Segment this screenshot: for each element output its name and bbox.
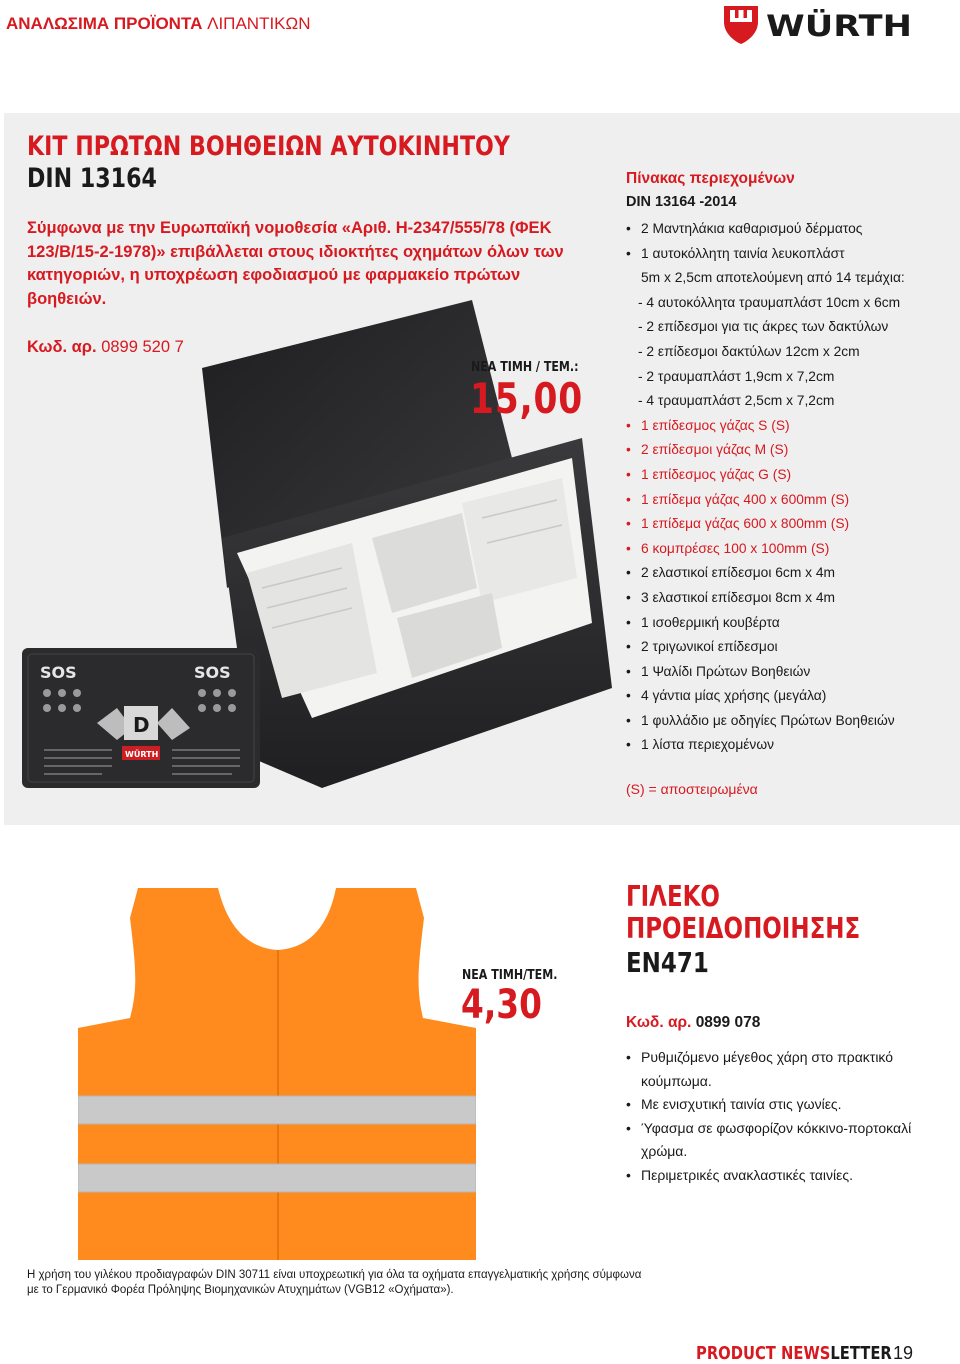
page-category-secondary: ΛΙΠΑΝΤΙΚΩΝ (207, 14, 311, 33)
vest-title-line-1: ΓΙΛΕΚΟ (626, 880, 720, 913)
vest-feature-item: • Με ενισχυτική ταινία στις γωνίες. (626, 1093, 926, 1117)
contents-list-item: • 4 γάντια μίας χρήσης (μεγάλα) (626, 685, 956, 710)
vest-feature-item: κούμπωμα. (641, 1072, 712, 1089)
contents-list-item: • 2 επίδεσμοι γάζας M (S) (626, 439, 956, 464)
kit-code-label: Κωδ. αρ. (27, 338, 97, 356)
newsletter-label-dark: LETTER (830, 1343, 892, 1364)
vest-reflective-strip-upper (78, 1096, 476, 1124)
contents-list-item: - 2 επίδεσμοι για τις άκρες των δακτύλων (638, 319, 889, 335)
contents-standard: DIN 13164 -2014 (626, 194, 737, 210)
contents-list-item: • 2 ελαστικοί επίδεσμοι 6cm x 4m (626, 562, 956, 587)
newsletter-label (696, 1343, 892, 1364)
wurth-logo-text: WÜRTH (766, 9, 912, 43)
vest-price-label: ΝΕΑ ΤΙΜΗ/ΤΕΜ. (462, 968, 558, 983)
vest-product-code (626, 1014, 760, 1032)
kit-title: ΚΙΤ ΠΡΩΤΩΝ ΒΟΗΘΕΙΩΝ ΑΥΤΟΚΙΝΗΤΟΥ (27, 131, 510, 162)
contents-list-item: • 1 επίδεσμος γάζας G (S) (626, 464, 956, 489)
vest-title-line-3: EN471 (626, 946, 709, 979)
vest-price: 4,30 (461, 982, 542, 1028)
vest-feature-item: • Περιμετρικές ανακλαστικές ταινίες. (626, 1164, 926, 1188)
contents-list-item: 5m x 2,5cm αποτελούμενη από 14 τεμάχια: (641, 270, 905, 286)
contents-list-item: - 4 αυτοκόλλητα τραυμαπλάστ 10cm x 6cm (638, 294, 901, 310)
contents-title: Πίνακας περιεχομένων (626, 170, 795, 187)
footnote: Η χρήση του γιλέκου προδιαγραφών DIN 30711 είναι υποχρεωτική για όλα τα οχήματα επαγγελματικής χρήσης σύμφωνα με το Γερμανικό Φορέα Πρόληψης Βιομηχανικών Ατυχημάτων (VGB12 «Οχήματα»). (27, 1269, 642, 1296)
kit-sos-right: SOS (194, 663, 231, 682)
kit-code-value: 0899 520 7 (101, 338, 184, 356)
page-category (6, 14, 311, 34)
kit-standard: DIN 13164 (27, 163, 157, 194)
newsletter-label-red: PRODUCT NEWS (696, 1343, 831, 1364)
kit-price-label: ΝΕΑ ΤΙΜΗ / ΤΕΜ.: (471, 360, 579, 375)
contents-list-item: • 2 τριγωνικοί επίδεσμοι (626, 636, 956, 661)
kit-legal-text: Σύμφωνα με την Ευρωπαϊκή νομοθεσία «Αριθ. Η-2347/555/78 (ΦΕΚ 123/Β/15-2-1978)» επιβάλλεται στους ιδιοκτήτες οχημάτων όλων των κατηγοριών, η υποχρέωση εφοδιασμού με φαρμακείο πρώτων βοηθειών. (27, 219, 564, 308)
sterile-note: (S) = αποστειρωμένα (626, 781, 758, 797)
contents-list-item: • 2 Μαντηλάκια καθαρισμού δέρματος (626, 218, 956, 243)
wurth-logo (722, 4, 922, 46)
vest-code-label: Κωδ. αρ. (626, 1014, 692, 1031)
vest-code-value: 0899 078 (695, 1014, 761, 1031)
vest-title-line-2: ΠΡΟΕΙΔΟΠΟΙΗΣΗΣ (626, 912, 861, 945)
page-category-primary: ΑΝΑΛΩΣΙΜΑ ΠΡΟΪΟΝΤΑ (6, 14, 203, 33)
kit-lid-letter: D (133, 713, 150, 737)
vest-feature-item: • Ρυθμιζόμενο μέγεθος χάρη στο πρακτικό (626, 1046, 926, 1070)
kit-lid-logo: WÜRTH (125, 750, 159, 759)
vest-reflective-strip-lower (78, 1164, 476, 1192)
vest-feature-item: • Ύφασμα σε φωσφορίζον κόκκινο-πορτοκαλί (626, 1117, 926, 1141)
contents-list-item: - 2 επίδεσμοι δακτύλων 12cm x 2cm (638, 343, 860, 359)
contents-list-item: - 4 τραυμαπλάστ 2,5cm x 7,2cm (638, 393, 835, 409)
contents-list-item: • 1 επίδεσμος γάζας S (S) (626, 415, 956, 440)
kit-price: 15,00 (470, 374, 584, 423)
contents-list-item: • 1 λίστα περιεχομένων (626, 734, 956, 759)
contents-list-item: • 1 ισοθερμική κουβέρτα (626, 612, 956, 637)
contents-list-item: • 1 αυτοκόλλητη ταινία λευκοπλάστ (626, 243, 956, 268)
contents-list-item: • 1 επίδεμα γάζας 600 x 800mm (S) (626, 513, 956, 538)
vest-feature-item: χρώμα. (641, 1143, 688, 1160)
safety-vest-image (78, 888, 476, 1260)
contents-list-item: • 1 φυλλάδιο με οδηγίες Πρώτων Βοηθειών (626, 710, 956, 735)
contents-list-item: • 1 επίδεμα γάζας 400 x 600mm (S) (626, 489, 956, 514)
contents-list-item: • 3 ελαστικοί επίδεσμοι 8cm x 4m (626, 587, 956, 612)
wurth-logo-mark (724, 6, 758, 44)
contents-list-item: • 1 Ψαλίδι Πρώτων Βοηθειών (626, 661, 956, 686)
contents-list-item: • 6 κομπρέσες 100 x 100mm (S) (626, 538, 956, 563)
vest-features-list (626, 1046, 926, 1188)
page-number: 19 (893, 1343, 914, 1363)
contents-list-item: - 2 τραυμαπλάστ 1,9cm x 7,2cm (638, 368, 835, 384)
contents-list (626, 218, 956, 759)
kit-sos-left: SOS (40, 663, 77, 682)
